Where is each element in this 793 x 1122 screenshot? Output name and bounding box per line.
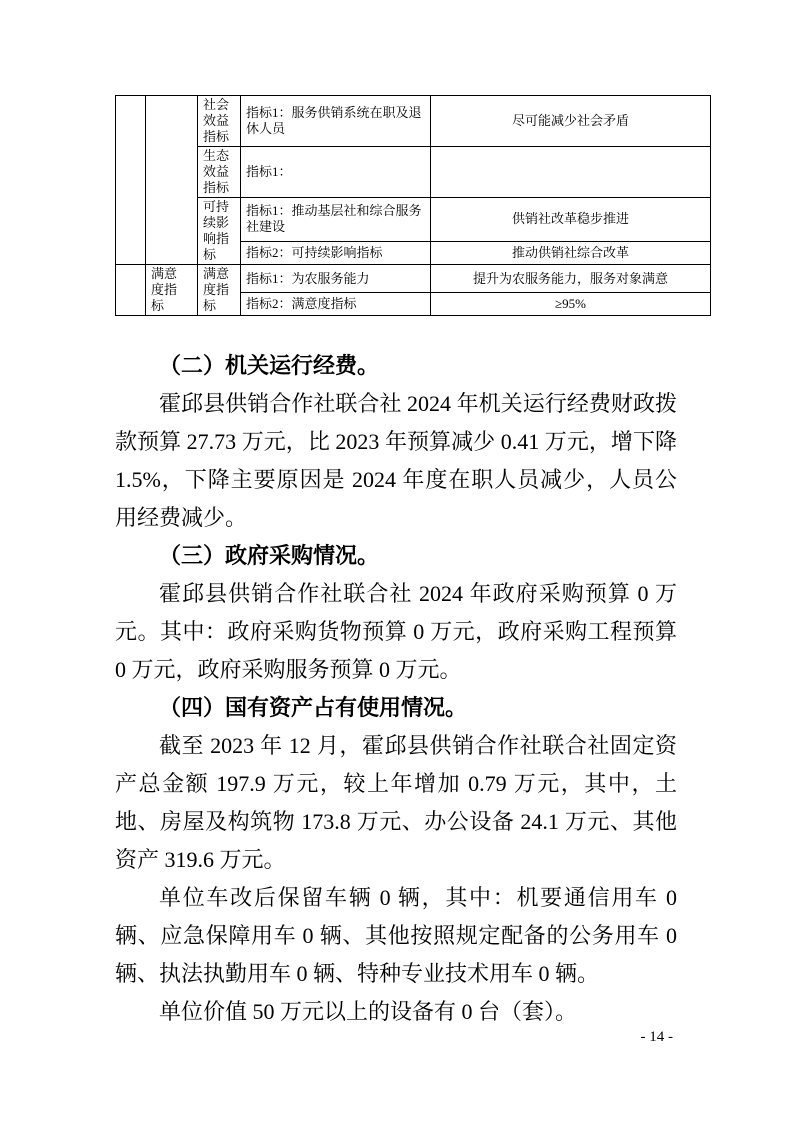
cell-social-value: 尽可能减少社会矛盾 <box>431 96 711 147</box>
section-heading-4: （四）国有资产占有使用情况。 <box>159 695 468 720</box>
cell-sustain-value-2: 推动供销社综合改革 <box>431 241 711 264</box>
document-body <box>115 347 677 1031</box>
paragraph-assets: 截至 2023 年 12 月，霍邱县供销合作社联合社固定资产总金额 197.9 万元，较上年增加 0.79 万元，其中，土地、房屋及构筑物 173.8 万元、办公设备 24.1 万元、其他资产 319.6 万元。 <box>115 733 677 872</box>
cell-sustain-value-1: 供销社改革稳步推进 <box>431 198 711 242</box>
satisfaction-label-text: 满意度指标 <box>203 266 230 313</box>
cell-satisfaction-indicator-2: 指标2：满意度指标 <box>241 293 431 316</box>
paragraph-vehicles: 单位车改后保留车辆 0 辆，其中：机要通信用车 0 辆、应急保障用车 0 辆、其他按照规定配备的公务用车 0 辆、执法执勤用车 0 辆、特种专业技术用车 0 辆。 <box>115 885 677 986</box>
eco-label-text: 生态效益指标 <box>203 148 230 195</box>
cell-satisfaction-value-2: ≥95% <box>431 293 711 316</box>
sustain-label-text: 可持续影响指标 <box>203 199 230 262</box>
table-row <box>116 265 711 293</box>
cell-level1-continued <box>146 96 198 265</box>
cell-satisfaction-indicator-1: 指标1：为农服务能力 <box>241 265 431 293</box>
table-row <box>116 147 711 198</box>
paragraph-procurement: 霍邱县供销合作社联合社 2024 年政府采购预算 0 万元。其中：政府采购货物预算 0 万元，政府采购工程预算 0 万元，政府采购服务预算 0 万元。 <box>115 581 677 682</box>
cell-eco-indicator: 指标1： <box>241 147 431 198</box>
cell-satisfaction-level1 <box>146 265 198 316</box>
cell-sustain-label <box>198 198 241 265</box>
cell-satisfaction-label <box>198 265 241 316</box>
cell-outer-continued <box>116 96 146 265</box>
table-row <box>116 96 711 147</box>
paragraph-office-expense: 霍邱县供销合作社联合社 2024 年机关运行经费财政拨款预算 27.73 万元，比 2023 年预算减少 0.41 万元，增下降 1.5%，下降主要原因是 2024 年度在职人员减少，人员公用经费减少。 <box>115 391 677 530</box>
performance-indicators-table <box>115 95 711 316</box>
cell-eco-label <box>198 147 241 198</box>
paragraph-equipment: 单位价值 50 万元以上的设备有 0 台（套）。 <box>159 999 578 1024</box>
social-label-text: 社会效益指标 <box>203 97 230 144</box>
satisfaction-level1-text: 满意度指标 <box>151 266 178 313</box>
cell-social-label <box>198 96 241 147</box>
cell-social-indicator: 指标1：服务供销系统在职及退休人员 <box>241 96 431 147</box>
cell-sustain-indicator-1: 指标1：推动基层社和综合服务社建设 <box>241 198 431 242</box>
page-number: - 14 - <box>640 1029 673 1045</box>
cell-satisfaction-value-1: 提升为农服务能力，服务对象满意 <box>431 265 711 293</box>
cell-sustain-indicator-2: 指标2：可持续影响指标 <box>241 241 431 264</box>
cell-eco-value <box>431 147 711 198</box>
section-heading-2: （二）机关运行经费。 <box>159 353 380 378</box>
cell-outer-continued <box>116 265 146 316</box>
performance-indicators-table-wrap <box>115 95 710 316</box>
section-heading-3: （三）政府采购情况。 <box>159 543 380 568</box>
table-row <box>116 198 711 242</box>
